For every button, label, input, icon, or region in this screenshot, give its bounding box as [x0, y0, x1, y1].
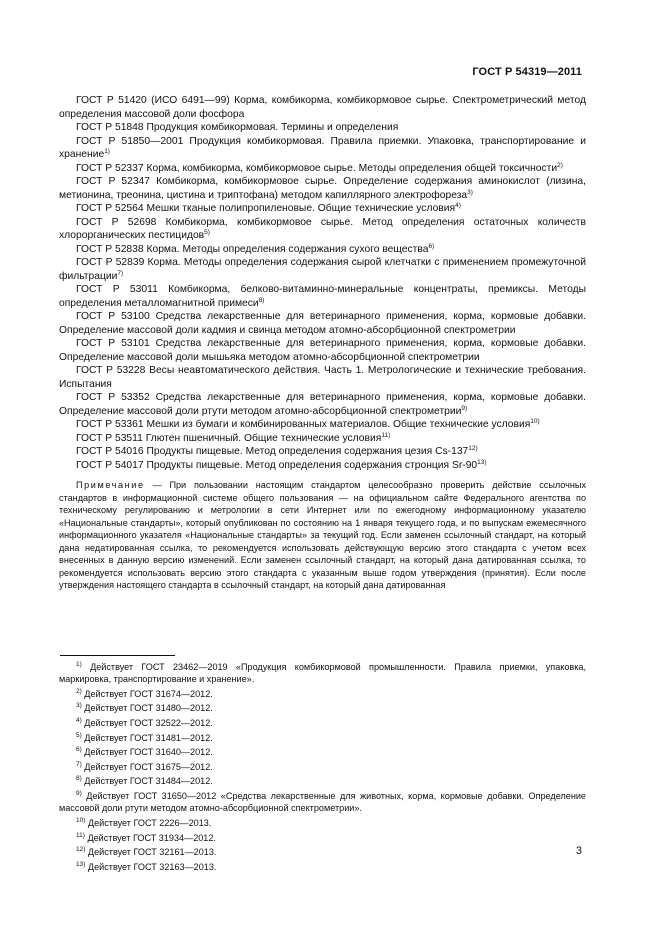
footnote-item: [59, 861, 586, 873]
footnote-item: [59, 746, 586, 758]
footnotes: [59, 661, 586, 875]
reference-item: [59, 432, 586, 446]
footnote-text: Действует ГОСТ 31934—2012.: [84, 832, 216, 843]
normative-references: [59, 94, 586, 601]
footnote-text: Действует ГОСТ 32161—2013.: [85, 847, 217, 858]
reference-item: [59, 364, 586, 391]
footnote-marker: 7): [117, 269, 124, 277]
footnote-number: 13): [76, 860, 86, 868]
reference-item: [59, 121, 586, 135]
reference-item: [59, 175, 586, 202]
footnote-item: [59, 775, 586, 787]
reference-item: [59, 283, 586, 310]
reference-item: [59, 256, 586, 283]
footnote-text: Действует ГОСТ 31480—2012.: [81, 703, 213, 714]
footnote-text: Действует ГОСТ 23462—2019 «Продукция комбикормовой промышленности. Правила приемки, упаковка, маркировка, транспортирование и хранение».: [59, 662, 586, 685]
footnote-text: Действует ГОСТ 32163—2013.: [85, 861, 217, 872]
reference-text: ГОСТ Р 54017 Продукты пищевые. Метод определения содержания стронция Sr-90: [76, 459, 478, 471]
reference-item: [59, 337, 586, 364]
reference-item: [59, 310, 586, 337]
reference-text: ГОСТ Р 53361 Мешки из бумаги и комбинированных материалов. Общие технические условия: [76, 419, 531, 430]
reference-item: [59, 216, 586, 243]
reference-text: ГОСТ Р 53228 Весы неавтоматического действия. Часть 1. Метрологические и технические требования. Испытания: [59, 365, 586, 390]
footnote-marker: 4): [455, 202, 461, 209]
footnote-number: 10): [76, 816, 86, 824]
reference-item: [59, 445, 586, 459]
page-number: 3: [575, 845, 582, 857]
reference-text: ГОСТ Р 52337 Корма, комбикорма, комбикормовое сырье. Методы определения общей токсичности: [76, 162, 558, 174]
footnote-number: 7): [76, 760, 82, 768]
footnote-number: 8): [76, 775, 82, 783]
reference-text: ГОСТ Р 51848 Продукция комбикормовая. Термины и определения: [76, 122, 399, 133]
footnote-marker: 8): [258, 296, 265, 304]
footnote-item: [59, 790, 586, 815]
footnote-item: [59, 688, 586, 700]
footnote-marker: 11): [381, 431, 391, 439]
footnote-item: [59, 717, 586, 729]
footnote-item: [59, 702, 586, 714]
document-id-header: ГОСТ Р 54319—2011: [472, 66, 582, 78]
footnote-marker: 2): [557, 161, 563, 169]
footnote-marker: 10): [530, 418, 540, 425]
reference-text: ГОСТ Р 52839 Корма. Методы определения содержания сырой клетчатки с применением промежуточной фильтрации: [59, 257, 586, 282]
reference-item: [59, 391, 586, 418]
reference-text: ГОСТ Р 51850—2001 Продукция комбикормовая. Правила приемки. Упаковка, транспортирование и хранение: [59, 135, 586, 160]
footnote-text: Действует ГОСТ 2226—2013.: [85, 817, 212, 828]
footnote-number: 5): [76, 731, 82, 739]
footnote-text: Действует ГОСТ 31481—2012.: [81, 732, 213, 743]
note-paragraph: [59, 479, 586, 592]
note-text: — При пользовании настоящим стандартом целесообразно проверить действие ссылочных стандартов в информационной системе общего пользования — на официальном сайте Федерального агентства по техническому регулированию и метрологии в сети Интернет или по ежегодному информационному указателю «Национальные стандарты», который опубликован по состоянию на 1 января текущего года, и по выпускам ежемесячного информационного указателя «Национальные стандарты» за текущий год. Если заменен ссылочный стандарт, на который дана недатированная ссылка, то рекомендуется использовать действующую версию этого стандарта с учетом всех внесенных в данную версию изменений. Если заменен ссылочный стандарт, на который дана датированная ссылка, то рекомендуется использовать версию этого стандарта с указанным выше годом утверждения (принятия). Если после утверждения настоящего стандарта в ссылочный стандарт, на который дана датированная: [59, 480, 586, 590]
footnote-marker: 5): [204, 229, 210, 236]
reference-item: [59, 243, 586, 257]
footnote-item: [59, 732, 586, 744]
footnote-item: [59, 846, 586, 858]
footnote-number: 3): [76, 702, 82, 710]
reference-item: [59, 135, 586, 162]
footnote-number: 6): [76, 746, 82, 754]
footnote-number: 2): [76, 687, 82, 695]
footnote-number: 9): [76, 790, 82, 798]
footnote-number: 4): [76, 717, 82, 725]
footnote-text: Действует ГОСТ 32522—2012.: [81, 718, 213, 729]
footnote-item: [59, 761, 586, 773]
footnote-marker: 13): [477, 458, 487, 466]
reference-text: ГОСТ Р 52347 Комбикорма, комбикормовое сырье. Определение содержания аминокислот (лизина, метионина, треонина, цистина и триптофана) методом капиллярного электрофореза: [59, 176, 586, 201]
footnote-separator: [60, 655, 175, 656]
footnote-marker: 9): [461, 404, 468, 412]
reference-item: [59, 94, 586, 121]
footnote-item: [59, 661, 586, 686]
reference-text: ГОСТ Р 53100 Средства лекарственные для ветеринарного применения, корма, кормовые добавки. Определение массовой доли кадмия и свинца методом атомно-абсорбционной спектрометрии: [59, 311, 586, 336]
footnote-text: Действует ГОСТ 31484—2012.: [81, 776, 213, 787]
footnote-marker: 1): [104, 148, 110, 155]
footnote-number: 1): [76, 661, 82, 668]
reference-text: ГОСТ Р 53101 Средства лекарственные для ветеринарного применения, корма, кормовые добавки. Определение массовой доли мышьяка методом атомно-абсорбционной спектрометрии: [59, 338, 586, 363]
reference-text: ГОСТ Р 52838 Корма. Методы определения содержания сухого вещества: [76, 243, 429, 255]
reference-item: [59, 418, 586, 432]
reference-text: ГОСТ Р 51420 (ИСО 6491—99) Корма, комбикорма, комбикормовое сырье. Спектрометрический метод определения массовой доли фосфора: [59, 95, 586, 120]
footnote-text: Действует ГОСТ 31650—2012 «Средства лекарственные для животных, корма, кормовые добавки. Определение массовой доли ртути методом атомно-абсорбционной спектрометрии».: [59, 791, 586, 814]
footnote-text: Действует ГОСТ 31675—2012.: [81, 761, 213, 772]
footnote-text: Действует ГОСТ 31640—2012.: [81, 747, 213, 758]
reference-item: [59, 202, 586, 216]
reference-item: [59, 459, 586, 473]
reference-text: ГОСТ Р 54016 Продукты пищевые. Метод определения содержания цезия Cs-137: [76, 446, 469, 457]
footnote-number: 12): [76, 846, 86, 854]
reference-text: ГОСТ Р 53352 Средства лекарственные для ветеринарного применения, корма, кормовые добавки. Определение массовой доли ртути методом атомно-абсорбционной спектрометрии: [59, 392, 586, 417]
reference-text: ГОСТ Р 53011 Комбикорма, белково-витаминно-минеральные концентраты, премиксы. Методы определения металломагнитной примеси: [59, 284, 586, 309]
footnote-marker: 6): [428, 242, 435, 250]
reference-text: ГОСТ Р 52698 Комбикорма, комбикормовое сырье. Метод определения остаточных количеств хлорорганических пестицидов: [59, 216, 586, 241]
footnote-marker: 3): [467, 188, 473, 196]
footnote-text: Действует ГОСТ 31674—2012.: [81, 688, 213, 699]
reference-text: ГОСТ Р 52564 Мешки тканые полипропиленовые. Общие технические условия: [76, 203, 456, 214]
footnote-item: [59, 817, 586, 829]
reference-item: [59, 162, 586, 176]
reference-list: [59, 94, 586, 472]
footnote-item: [59, 832, 586, 844]
reference-text: ГОСТ Р 53511 Глютен пшеничный. Общие технические условия: [76, 432, 382, 444]
footnote-number: 11): [76, 831, 85, 839]
note-label: Примечание: [76, 480, 145, 490]
footnote-marker: 12): [468, 445, 478, 452]
